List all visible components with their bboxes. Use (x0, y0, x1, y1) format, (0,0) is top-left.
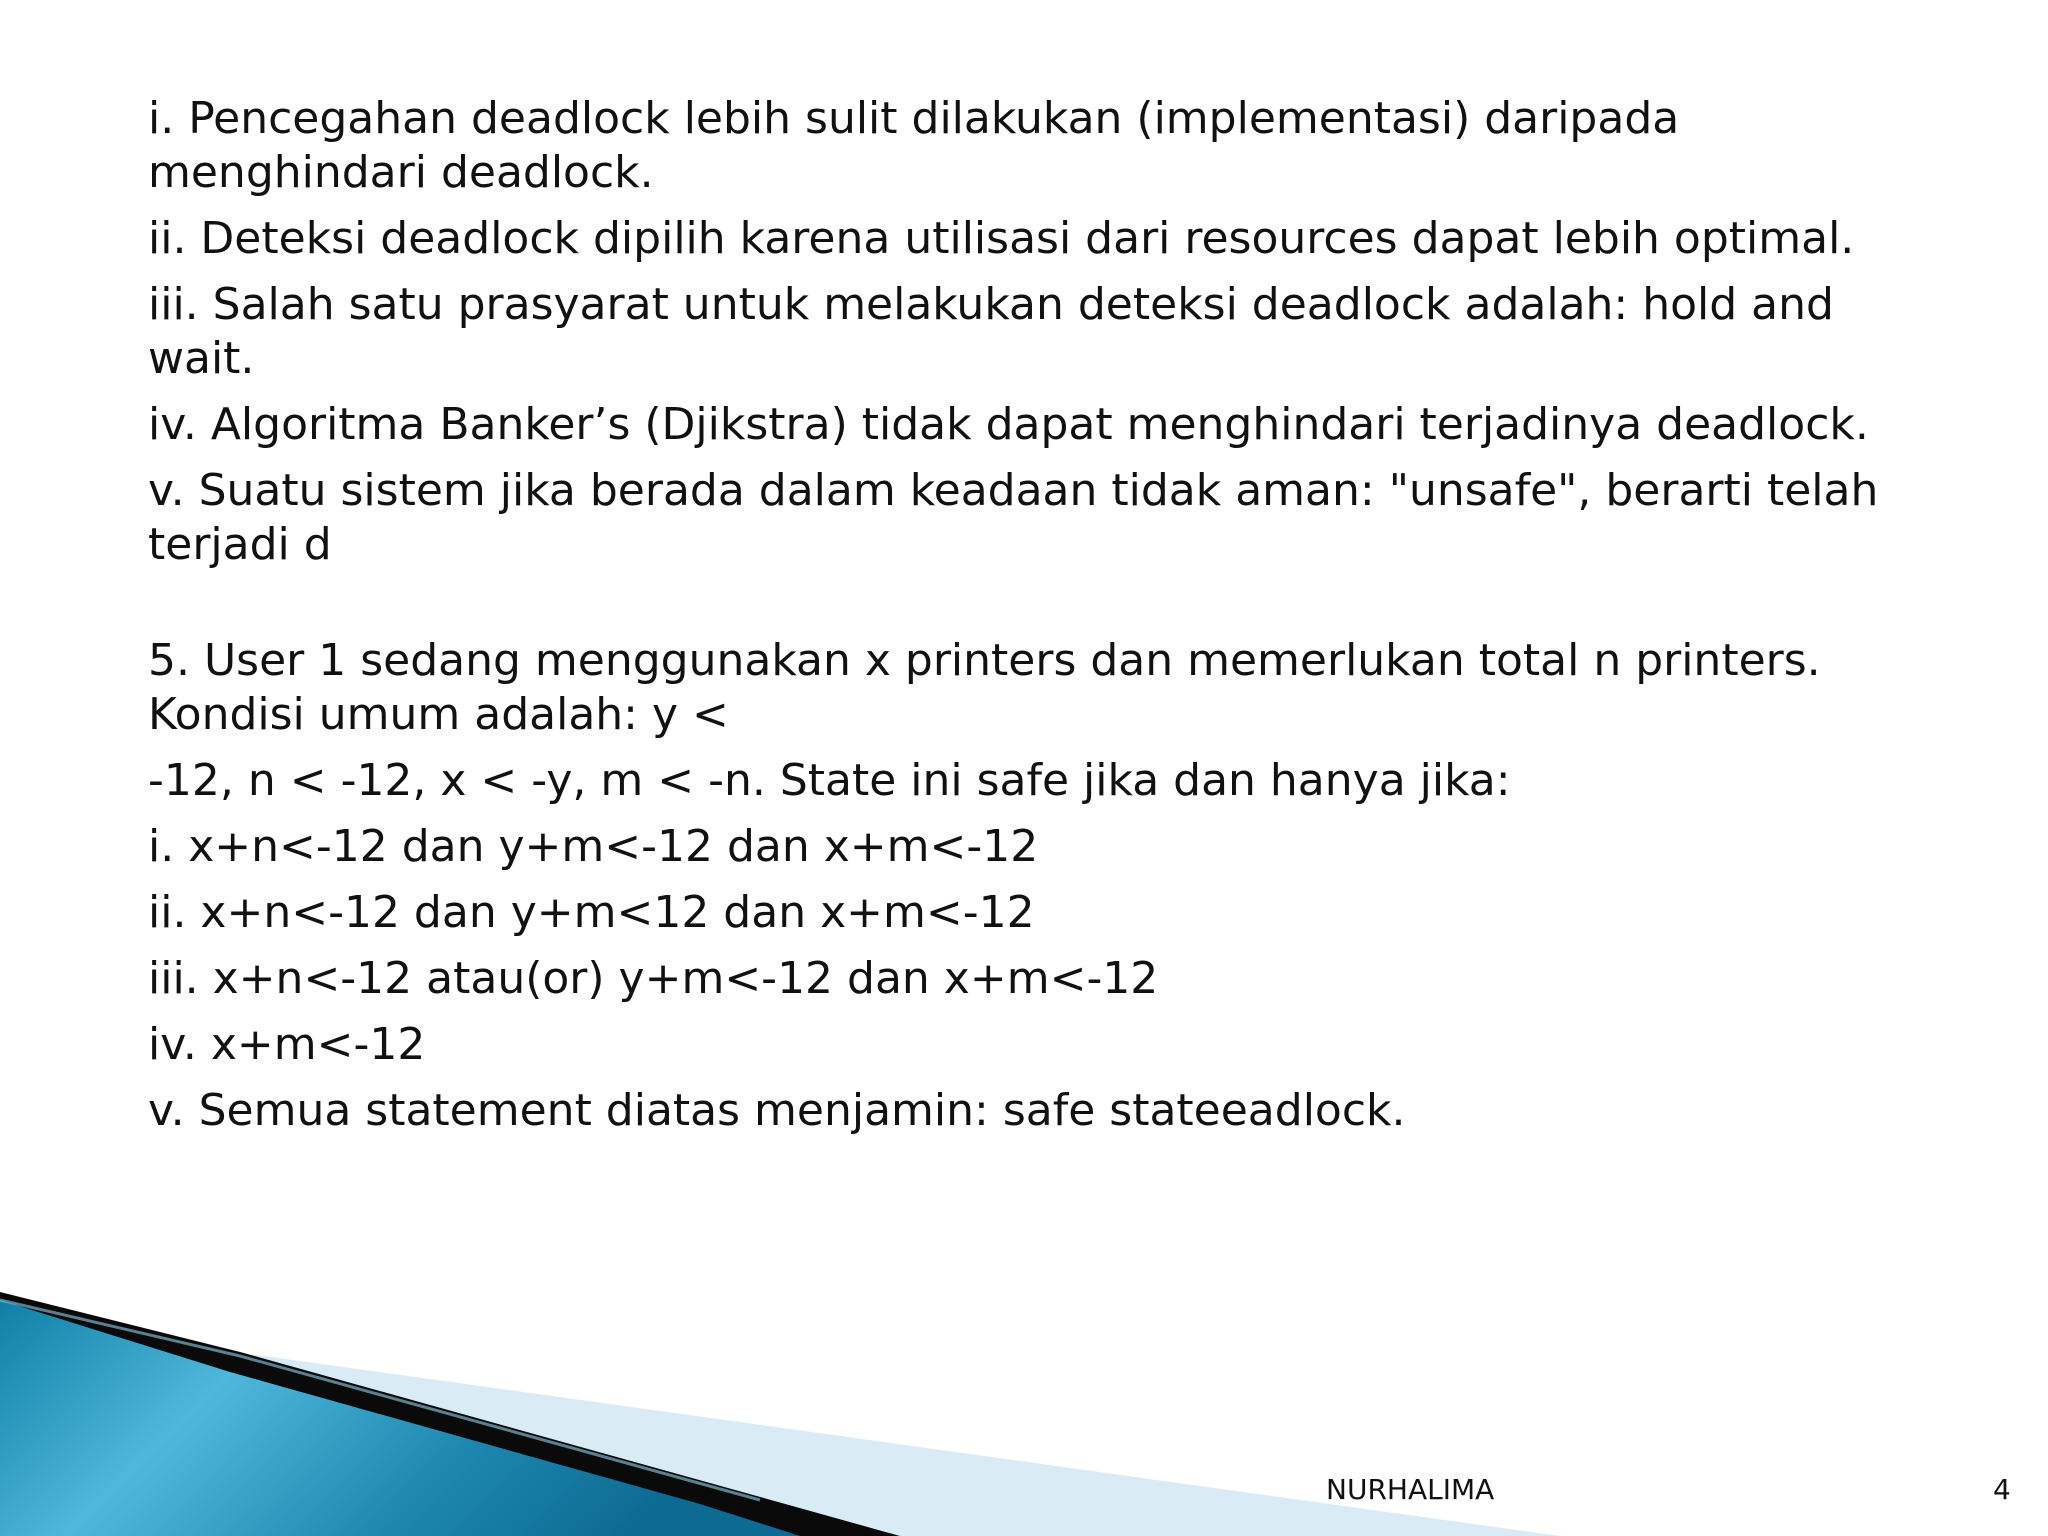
option-v: v. Semua statement diatas menjamin: safe stateeadlock. (148, 1085, 1406, 1136)
statement-iv: iv. Algoritma Banker’s (Djikstra) tidak dapat menghindari terjadinya deadlock. (148, 399, 1869, 450)
page-number: 4 (1993, 1473, 2011, 1506)
slide-body (148, 92, 1928, 1138)
option-iii: iii. x+n<-12 atau(or) y+m<-12 dan x+m<-12 (148, 953, 1159, 1004)
footer-author: NURHALIMA (1326, 1473, 1495, 1506)
question-5-intro: 5. User 1 sedang menggunakan x printers dan memerlukan total n printers. Kondisi umum adalah: y < (148, 635, 1821, 740)
option-i: i. x+n<-12 dan y+m<-12 dan x+m<-12 (148, 821, 1039, 872)
statement-ii: ii. Deteksi deadlock dipilih karena utilisasi dari resources dapat lebih optimal. (148, 213, 1855, 264)
option-ii: ii. x+n<-12 dan y+m<12 dan x+m<-12 (148, 887, 1035, 938)
statement-i: i. Pencegahan deadlock lebih sulit dilakukan (implementasi) daripada menghindari deadlock. (148, 93, 1680, 198)
statement-iii: iii. Salah satu prasyarat untuk melakukan deteksi deadlock adalah: hold and wait. (148, 279, 1834, 384)
option-iv: iv. x+m<-12 (148, 1019, 426, 1070)
statement-v: v. Suatu sistem jika berada dalam keadaan tidak aman: "unsafe", berarti telah terjadi d (148, 465, 1879, 570)
question-5-conditions: -12, n < -12, x < -y, m < -n. State ini safe jika dan hanya jika: (148, 755, 1511, 806)
